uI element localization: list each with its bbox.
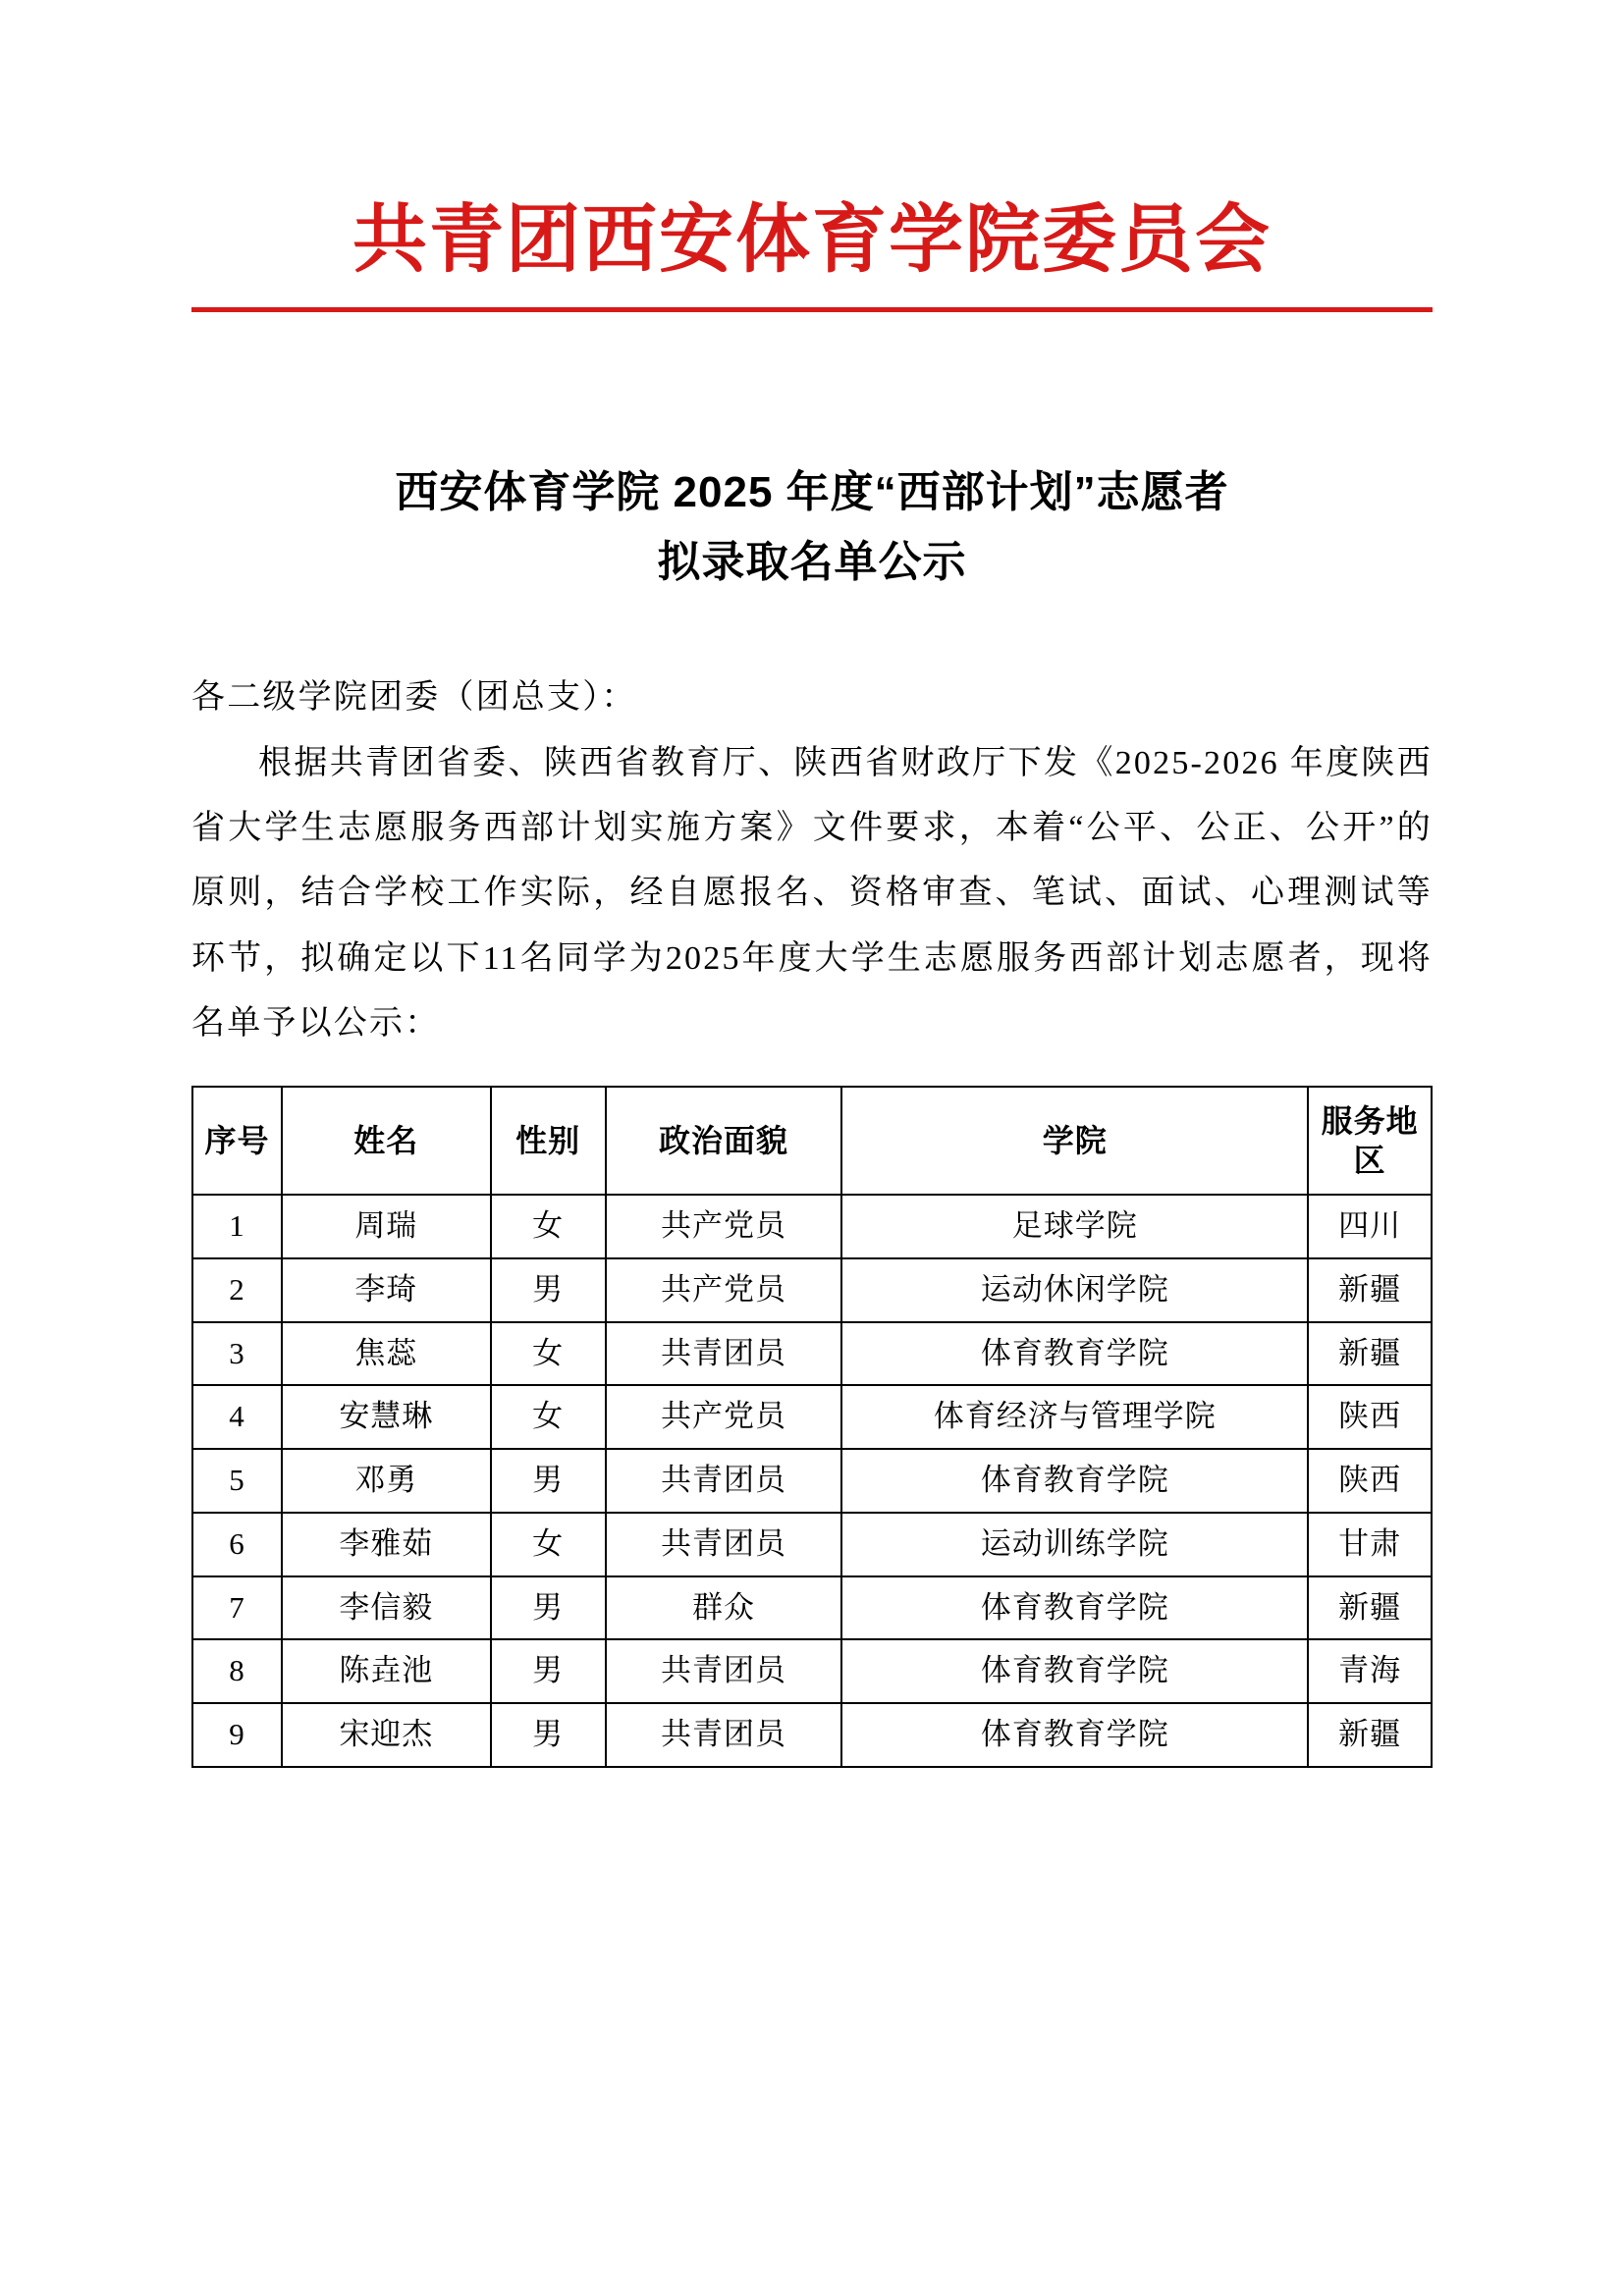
cell-gender: 男	[491, 1449, 606, 1513]
roster-table	[191, 1086, 1433, 1768]
document-body	[191, 666, 1433, 1056]
column-header-service-area: 服务地区	[1308, 1087, 1432, 1195]
issuing-organization: 共青团西安体育学院委员会	[352, 198, 1272, 282]
cell-college: 体育教育学院	[841, 1576, 1308, 1640]
cell-index: 3	[192, 1322, 282, 1386]
cell-gender: 男	[491, 1639, 606, 1703]
salutation: 各二级学院团委（团总支）：	[191, 679, 637, 717]
column-header-college: 学院	[841, 1087, 1308, 1195]
cell-college: 体育教育学院	[841, 1322, 1308, 1386]
page-title	[191, 457, 1433, 598]
cell-gender: 女	[491, 1195, 606, 1258]
cell-political-status: 共青团员	[606, 1703, 842, 1767]
cell-index: 8	[192, 1639, 282, 1703]
body-paragraph: 根据共青团省委、陕西省教育厅、陕西省财政厅下发《2025-2026 年度陕西省大学生志愿服务西部计划实施方案》文件要求，本着“公平、公正、公开”的原则，结合学校工作实际，经自愿报名、资格审查、笔试、面试、心理测试等环节，拟确定以下11名同学为2025年度大学生志愿服务西部计划志愿者，现将名单予以公示：	[191, 744, 1433, 1041]
cell-name: 陈垚池	[282, 1639, 491, 1703]
table-header-row	[192, 1087, 1432, 1195]
column-header-political-status: 政治面貌	[606, 1087, 842, 1195]
cell-college: 体育经济与管理学院	[841, 1385, 1308, 1449]
page-title-line-1: 西安体育学院 2025 年度“西部计划”志愿者	[395, 467, 1229, 516]
cell-gender: 男	[491, 1258, 606, 1322]
cell-gender: 男	[491, 1703, 606, 1767]
cell-service-area: 四川	[1308, 1195, 1432, 1258]
cell-gender: 男	[491, 1576, 606, 1640]
cell-index: 7	[192, 1576, 282, 1640]
table-row	[192, 1449, 1432, 1513]
cell-political-status: 共产党员	[606, 1195, 842, 1258]
table-row	[192, 1703, 1432, 1767]
cell-gender: 女	[491, 1513, 606, 1576]
cell-college: 体育教育学院	[841, 1449, 1308, 1513]
cell-name: 李雅茹	[282, 1513, 491, 1576]
table-row	[192, 1576, 1432, 1640]
cell-name: 邓勇	[282, 1449, 491, 1513]
cell-service-area: 陕西	[1308, 1449, 1432, 1513]
table-row	[192, 1513, 1432, 1576]
cell-name: 焦蕊	[282, 1322, 491, 1386]
cell-college: 运动训练学院	[841, 1513, 1308, 1576]
letterhead-divider	[191, 307, 1433, 312]
cell-name: 李琦	[282, 1258, 491, 1322]
cell-service-area: 新疆	[1308, 1576, 1432, 1640]
page-title-line-2: 拟录取名单公示	[657, 538, 967, 587]
cell-college: 体育教育学院	[841, 1639, 1308, 1703]
column-header-index: 序号	[192, 1087, 282, 1195]
cell-service-area: 新疆	[1308, 1258, 1432, 1322]
cell-college: 运动休闲学院	[841, 1258, 1308, 1322]
cell-name: 宋迎杰	[282, 1703, 491, 1767]
cell-service-area: 甘肃	[1308, 1513, 1432, 1576]
cell-index: 9	[192, 1703, 282, 1767]
cell-service-area: 新疆	[1308, 1322, 1432, 1386]
cell-name: 安慧琳	[282, 1385, 491, 1449]
cell-political-status: 共青团员	[606, 1513, 842, 1576]
cell-political-status: 共青团员	[606, 1639, 842, 1703]
cell-index: 2	[192, 1258, 282, 1322]
table-row	[192, 1385, 1432, 1449]
cell-political-status: 共青团员	[606, 1449, 842, 1513]
cell-index: 4	[192, 1385, 282, 1449]
cell-service-area: 青海	[1308, 1639, 1432, 1703]
table-row	[192, 1322, 1432, 1386]
cell-index: 1	[192, 1195, 282, 1258]
cell-college: 足球学院	[841, 1195, 1308, 1258]
cell-service-area: 陕西	[1308, 1385, 1432, 1449]
cell-college: 体育教育学院	[841, 1703, 1308, 1767]
cell-political-status: 共产党员	[606, 1385, 842, 1449]
cell-gender: 女	[491, 1385, 606, 1449]
cell-political-status: 共青团员	[606, 1322, 842, 1386]
cell-name: 周瑞	[282, 1195, 491, 1258]
table-row	[192, 1258, 1432, 1322]
cell-gender: 女	[491, 1322, 606, 1386]
table-row	[192, 1639, 1432, 1703]
column-header-name: 姓名	[282, 1087, 491, 1195]
cell-political-status: 共产党员	[606, 1258, 842, 1322]
cell-political-status: 群众	[606, 1576, 842, 1640]
cell-index: 5	[192, 1449, 282, 1513]
column-header-gender: 性别	[491, 1087, 606, 1195]
table-row	[192, 1195, 1432, 1258]
cell-index: 6	[192, 1513, 282, 1576]
cell-name: 李信毅	[282, 1576, 491, 1640]
cell-service-area: 新疆	[1308, 1703, 1432, 1767]
letterhead	[191, 0, 1433, 312]
